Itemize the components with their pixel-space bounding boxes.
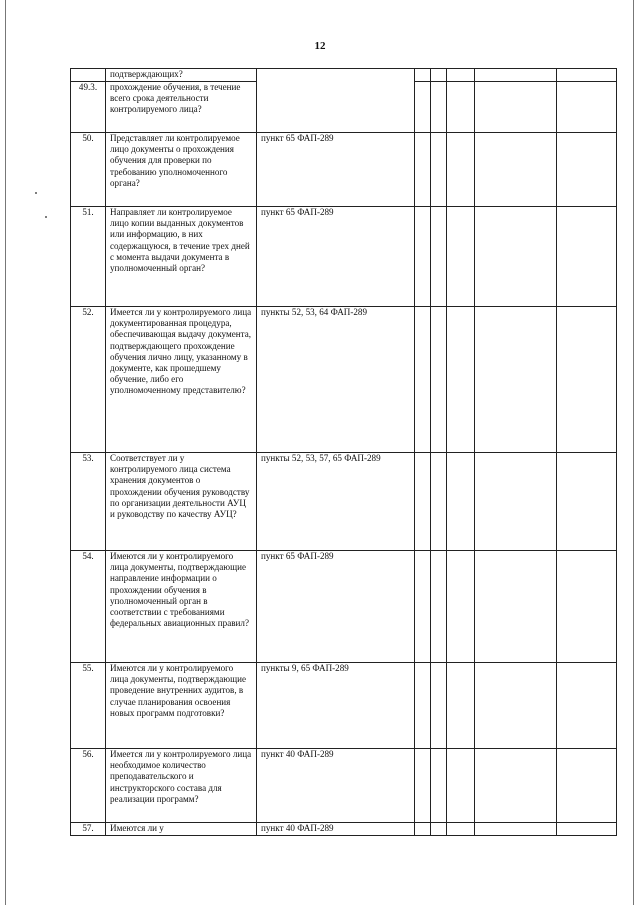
table-row	[71, 823, 617, 836]
answer-no-cell	[431, 663, 447, 749]
answer-no-cell	[431, 453, 447, 551]
scan-speck	[35, 192, 37, 194]
row-number: 52.	[71, 307, 106, 453]
page-left-edge	[5, 0, 6, 905]
row-number	[71, 69, 106, 82]
answer-no-cell	[431, 207, 447, 307]
answer-yes-cell	[415, 82, 431, 133]
reference-doc-cell	[475, 69, 557, 82]
answer-no-cell	[431, 133, 447, 207]
answer-no-cell	[431, 823, 447, 836]
reference-doc-cell	[475, 823, 557, 836]
scan-speck	[45, 216, 47, 218]
answer-no-cell	[431, 307, 447, 453]
row-number: 50.	[71, 133, 106, 207]
notes-cell	[557, 749, 617, 823]
table-row	[71, 69, 617, 82]
not-applicable-cell	[447, 133, 475, 207]
table-row	[71, 133, 617, 207]
reference-doc-cell	[475, 749, 557, 823]
row-reference: пункты 52, 53, 64 ФАП-289	[257, 307, 415, 453]
notes-cell	[557, 307, 617, 453]
answer-yes-cell	[415, 133, 431, 207]
row-number: 53.	[71, 453, 106, 551]
not-applicable-cell	[447, 82, 475, 133]
not-applicable-cell	[447, 307, 475, 453]
row-number: 55.	[71, 663, 106, 749]
notes-cell	[557, 663, 617, 749]
row-reference: пункт 40 ФАП-289	[257, 823, 415, 836]
reference-doc-cell	[475, 307, 557, 453]
row-reference: пункт 65 ФАП-289	[257, 551, 415, 663]
answer-yes-cell	[415, 823, 431, 836]
table-row	[71, 749, 617, 823]
answer-yes-cell	[415, 307, 431, 453]
row-question: Имеются ли у контролируемого лица документы, подтверждающие проведение внутренних аудитов, в случае планирования освоения новых программ подготовки?	[106, 663, 257, 749]
answer-yes-cell	[415, 69, 431, 82]
table-row	[71, 453, 617, 551]
reference-doc-cell	[475, 82, 557, 133]
row-question: Представляет ли контролируемое лицо документы о прохождения обучения для проверки по требованию уполномоченного органа?	[106, 133, 257, 207]
not-applicable-cell	[447, 663, 475, 749]
notes-cell	[557, 133, 617, 207]
reference-doc-cell	[475, 133, 557, 207]
row-question: Имеются ли у	[106, 823, 257, 836]
row-question: подтверждающих?	[106, 69, 257, 82]
notes-cell	[557, 207, 617, 307]
not-applicable-cell	[447, 69, 475, 82]
row-reference: пункт 65 ФАП-289	[257, 207, 415, 307]
row-number: 54.	[71, 551, 106, 663]
notes-cell	[557, 69, 617, 82]
table-row	[71, 551, 617, 663]
answer-yes-cell	[415, 551, 431, 663]
row-reference	[257, 69, 415, 133]
not-applicable-cell	[447, 551, 475, 663]
checklist-table	[70, 68, 617, 836]
row-question: Имеется ли у контролируемого лица необходимое количество преподавательского и инструкторского состава для реализации программ?	[106, 749, 257, 823]
notes-cell	[557, 453, 617, 551]
row-question: прохождение обучения, в течение всего срока деятельности контролируемого лица?	[106, 82, 257, 133]
row-reference: пункты 52, 53, 57, 65 ФАП-289	[257, 453, 415, 551]
row-reference: пункты 9, 65 ФАП-289	[257, 663, 415, 749]
row-question: Имеется ли у контролируемого лица документированная процедура, обеспечивающая выдачу документа, подтверждающего прохождение обучения лично лицу, указанному в документе, как прошедшему обучение, либо его уполномоченному представителю?	[106, 307, 257, 453]
reference-doc-cell	[475, 551, 557, 663]
notes-cell	[557, 823, 617, 836]
reference-doc-cell	[475, 453, 557, 551]
row-number: 49.3.	[71, 82, 106, 133]
reference-doc-cell	[475, 663, 557, 749]
table-row	[71, 663, 617, 749]
not-applicable-cell	[447, 207, 475, 307]
answer-yes-cell	[415, 207, 431, 307]
answer-no-cell	[431, 69, 447, 82]
reference-doc-cell	[475, 207, 557, 307]
not-applicable-cell	[447, 749, 475, 823]
not-applicable-cell	[447, 823, 475, 836]
answer-yes-cell	[415, 749, 431, 823]
notes-cell	[557, 82, 617, 133]
row-reference: пункт 40 ФАП-289	[257, 749, 415, 823]
answer-no-cell	[431, 551, 447, 663]
table-row	[71, 207, 617, 307]
answer-yes-cell	[415, 453, 431, 551]
row-reference: пункт 65 ФАП-289	[257, 133, 415, 207]
row-question: Направляет ли контролируемое лицо копии выданных документов или информацию, в них содержащуюся, в течение трех дней с момента выдачи документа в уполномоченный орган?	[106, 207, 257, 307]
table-row	[71, 307, 617, 453]
row-number: 56.	[71, 749, 106, 823]
row-number: 57.	[71, 823, 106, 836]
answer-no-cell	[431, 82, 447, 133]
answer-yes-cell	[415, 663, 431, 749]
page-number: 12	[314, 40, 326, 52]
row-number: 51.	[71, 207, 106, 307]
page-right-edge	[633, 0, 634, 905]
notes-cell	[557, 551, 617, 663]
row-question: Имеются ли у контролируемого лица документы, подтверждающие направление информации о прохождении обучения в уполномоченный орган в соответствии с требованиями федеральных авиационных правил?	[106, 551, 257, 663]
answer-no-cell	[431, 749, 447, 823]
not-applicable-cell	[447, 453, 475, 551]
row-question: Соответствует ли у контролируемого лица система хранения документов о прохождении обучения руководству по организации деятельности АУЦ и руководству по качеству АУЦ?	[106, 453, 257, 551]
